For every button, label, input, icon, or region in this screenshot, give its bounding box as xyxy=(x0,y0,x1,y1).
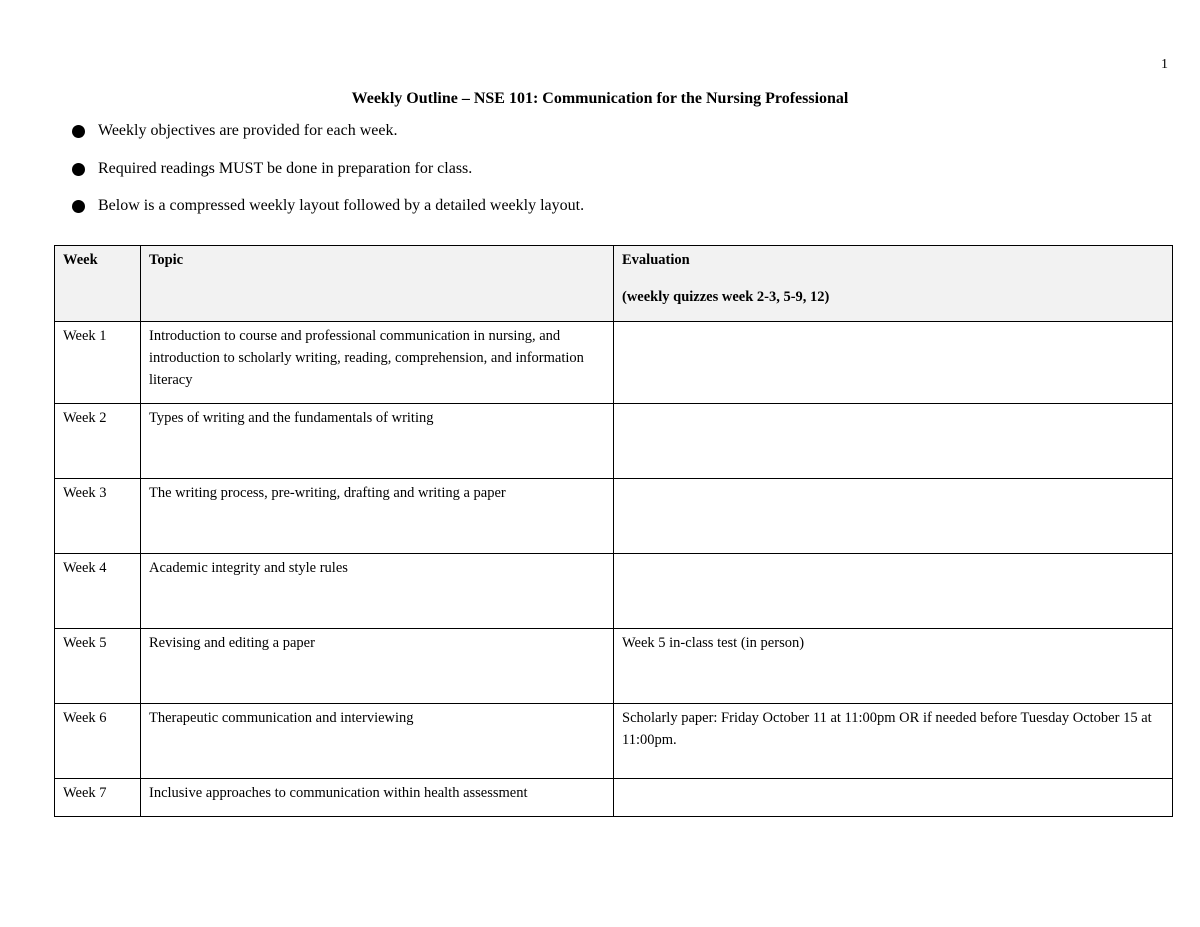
table-row xyxy=(55,704,1173,779)
cell-topic: Inclusive approaches to communication within health assessment xyxy=(141,779,614,817)
bullet-text: Weekly objectives are provided for each week. xyxy=(98,122,398,139)
cell-evaluation xyxy=(614,479,1173,554)
bullet-dot-icon xyxy=(72,163,85,176)
cell-week: Week 7 xyxy=(55,779,141,817)
cell-evaluation: Week 5 in-class test (in person) xyxy=(614,629,1173,704)
bullet-dot-icon xyxy=(72,125,85,138)
header-evaluation-note: (weekly quizzes week 2-3, 5-9, 12) xyxy=(622,289,830,305)
table-header-row xyxy=(55,246,1173,322)
bullet-item xyxy=(70,158,584,196)
bullet-item xyxy=(70,120,584,158)
header-week: Week xyxy=(55,246,141,322)
header-topic: Topic xyxy=(141,246,614,322)
cell-topic: Academic integrity and style rules xyxy=(141,554,614,629)
cell-week: Week 6 xyxy=(55,704,141,779)
weekly-outline-table xyxy=(54,245,1173,817)
cell-evaluation xyxy=(614,322,1173,404)
cell-week: Week 2 xyxy=(55,404,141,479)
header-evaluation-label: Evaluation xyxy=(622,252,690,268)
cell-evaluation xyxy=(614,554,1173,629)
cell-evaluation xyxy=(614,404,1173,479)
table-row xyxy=(55,554,1173,629)
cell-week: Week 1 xyxy=(55,322,141,404)
bullet-dot-icon xyxy=(72,200,85,213)
cell-evaluation xyxy=(614,779,1173,817)
page-number: 1 xyxy=(1161,57,1168,72)
table-row xyxy=(55,479,1173,554)
cell-topic: Revising and editing a paper xyxy=(141,629,614,704)
cell-week: Week 5 xyxy=(55,629,141,704)
cell-topic: Introduction to course and professional communication in nursing, and introduction to scholarly writing, reading, comprehension, and information literacy xyxy=(141,322,614,404)
bullet-text: Below is a compressed weekly layout followed by a detailed weekly layout. xyxy=(98,197,585,214)
table-row xyxy=(55,322,1173,404)
cell-topic: Therapeutic communication and interviewing xyxy=(141,704,614,779)
cell-topic: Types of writing and the fundamentals of writing xyxy=(141,404,614,479)
cell-week: Week 3 xyxy=(55,479,141,554)
document-title: Weekly Outline – NSE 101: Communication for the Nursing Professional xyxy=(351,90,849,107)
table-row xyxy=(55,404,1173,479)
cell-evaluation: Scholarly paper: Friday October 11 at 11:00pm OR if needed before Tuesday October 15 at 11:00pm. xyxy=(614,704,1173,779)
bullet-list xyxy=(70,120,584,233)
header-evaluation xyxy=(614,246,1173,322)
table-row xyxy=(55,779,1173,817)
bullet-text: Required readings MUST be done in preparation for class. xyxy=(98,159,473,177)
cell-topic: The writing process, pre-writing, drafting and writing a paper xyxy=(141,479,614,554)
bullet-item xyxy=(70,195,584,233)
cell-week: Week 4 xyxy=(55,554,141,629)
table-row xyxy=(55,629,1173,704)
